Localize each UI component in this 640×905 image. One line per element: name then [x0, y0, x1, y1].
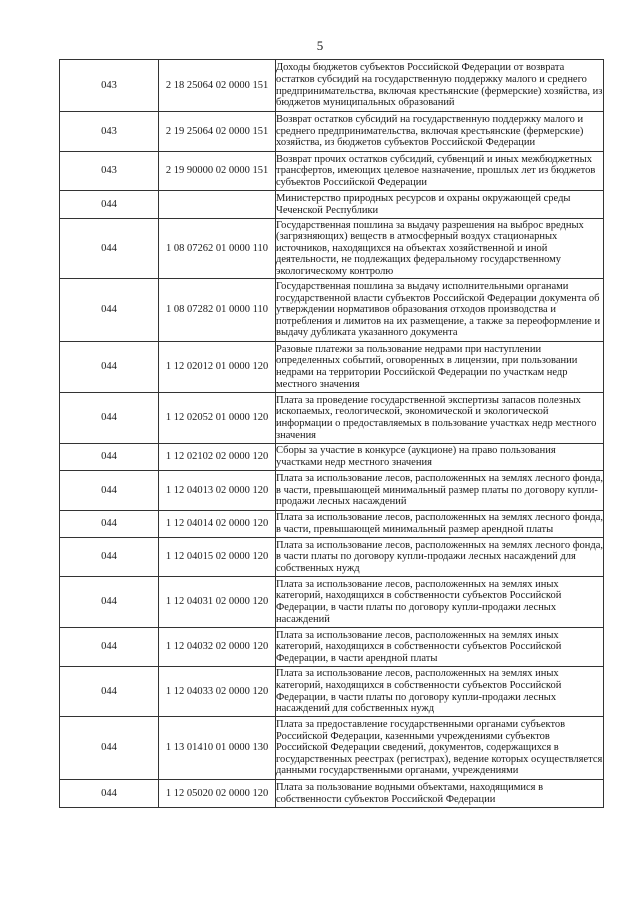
admin-code-cell: 044: [60, 667, 159, 717]
table-row: [60, 628, 604, 667]
table-row: [60, 538, 604, 577]
table-row: [60, 60, 604, 112]
budget-code-cell: 1 12 02052 01 0000 120: [159, 393, 276, 444]
admin-code-cell: 044: [60, 342, 159, 393]
admin-code-cell: 044: [60, 780, 159, 808]
budget-code-cell: 1 12 04033 02 0000 120: [159, 667, 276, 717]
admin-code-cell: 044: [60, 628, 159, 667]
table-row: [60, 393, 604, 444]
description-cell: Министерство природных ресурсов и охраны окружающей среды Чеченской Республики: [276, 191, 604, 219]
budget-code-cell: 1 12 04013 02 0000 120: [159, 471, 276, 511]
table-row: [60, 667, 604, 717]
admin-code-cell: 043: [60, 112, 159, 152]
table-row: [60, 471, 604, 511]
admin-code-cell: 044: [60, 577, 159, 628]
table-row: [60, 444, 604, 471]
budget-code-cell: 1 08 07262 01 0000 110: [159, 219, 276, 279]
admin-code-cell: 044: [60, 471, 159, 511]
admin-code-cell: 044: [60, 538, 159, 577]
table-row: [60, 780, 604, 808]
description-cell: Плата за использование лесов, расположенных на землях лесного фонда, в части платы по договору купли-продажи лесных насаждений для собственных нужд: [276, 538, 604, 577]
table-row: [60, 112, 604, 152]
table-row: [60, 191, 604, 219]
budget-code-cell: 1 12 02102 02 0000 120: [159, 444, 276, 471]
table-row: [60, 717, 604, 780]
budget-code-cell: 1 13 01410 01 0000 130: [159, 717, 276, 780]
table-row: [60, 577, 604, 628]
description-cell: Плата за проведение государственной экспертизы запасов полезных ископаемых, геологической, экономической и экологической информации о предоставляемых в пользование участках недр местного значения: [276, 393, 604, 444]
description-cell: Возврат прочих остатков субсидий, субвенций и иных межбюджетных трансфертов, имеющих целевое назначение, прошлых лет из бюджетов субъектов Российской Федерации: [276, 152, 604, 191]
budget-code-cell: 1 12 04031 02 0000 120: [159, 577, 276, 628]
page-number: 5: [316, 38, 324, 53]
description-cell: Доходы бюджетов субъектов Российской Федерации от возврата остатков субсидий на государственную поддержку малого и среднего предпринимательства, включая крестьянские (фермерские) хозяйства, из бюджетов муниципальных образований: [276, 60, 604, 112]
admin-code-cell: 044: [60, 444, 159, 471]
admin-code-cell: 044: [60, 717, 159, 780]
description-cell: Сборы за участие в конкурсе (аукционе) на право пользования участками недр местного значения: [276, 444, 604, 471]
budget-code-cell: 1 12 05020 02 0000 120: [159, 780, 276, 808]
description-cell: Государственная пошлина за выдачу разрешения на выброс вредных (загрязняющих) веществ в атмосферный воздух стационарных источников, находящихся на объектах хозяйственной и иной деятельности, не подлежащих федеральному государственному экологическому контролю: [276, 219, 604, 279]
description-cell: Государственная пошлина за выдачу исполнительными органами государственной власти субъектов Российской Федерации документа об утверждении нормативов образования отходов производства и потребления и лимитов на их размещение, а также за переоформление и выдачу дубликата указанного документа: [276, 279, 604, 342]
budget-code-cell: 2 18 25064 02 0000 151: [159, 60, 276, 112]
admin-code-cell: 044: [60, 393, 159, 444]
table-row: [60, 511, 604, 538]
table-row: [60, 219, 604, 279]
budget-code-cell: 1 12 04015 02 0000 120: [159, 538, 276, 577]
description-cell: Плата за использование лесов, расположенных на землях лесного фонда, в части, превышающей минимальный размер платы по договору купли-продажи лесных насаждений: [276, 471, 604, 511]
description-cell: Плата за предоставление государственными органами субъектов Российской Федерации, казенными учреждениями субъектов Российской Федерации сведений, документов, содержащихся в государственных реестрах (регистрах), ведение которых осуществляется данными государственными органами, учреждениями: [276, 717, 604, 780]
admin-code-cell: 044: [60, 219, 159, 279]
description-cell: Плата за использование лесов, расположенных на землях иных категорий, находящихся в собственности субъектов Российской Федерации, в части арендной платы: [276, 628, 604, 667]
budget-code-cell: 1 08 07282 01 0000 110: [159, 279, 276, 342]
admin-code-cell: 044: [60, 191, 159, 219]
description-cell: Плата за использование лесов, расположенных на землях иных категорий, находящихся в собственности субъектов Российской Федерации, в части платы по договору купли-продажи лесных насаждений: [276, 577, 604, 628]
admin-code-cell: 043: [60, 152, 159, 191]
budget-classification-table: [59, 59, 604, 808]
table-row: [60, 279, 604, 342]
budget-code-cell: 2 19 25064 02 0000 151: [159, 112, 276, 152]
table-row: [60, 342, 604, 393]
description-cell: Плата за пользование водными объектами, находящимися в собственности субъектов Российской Федерации: [276, 780, 604, 808]
budget-code-cell: 2 19 90000 02 0000 151: [159, 152, 276, 191]
description-cell: Возврат остатков субсидий на государственную поддержку малого и среднего предпринимательства, включая крестьянские (фермерские) хозяйства, из бюджетов субъектов Российской Федерации: [276, 112, 604, 152]
description-cell: Разовые платежи за пользование недрами при наступлении определенных событий, оговоренных в лицензии, при пользовании недрами на территории Российской Федерации по участкам недр местного значения: [276, 342, 604, 393]
description-cell: Плата за использование лесов, расположенных на землях иных категорий, находящихся в собственности субъектов Российской Федерации, в части платы по договору купли-продажи лесных насаждений для собственных нужд: [276, 667, 604, 717]
budget-code-cell: 1 12 04014 02 0000 120: [159, 511, 276, 538]
admin-code-cell: 044: [60, 511, 159, 538]
description-cell: Плата за использование лесов, расположенных на землях лесного фонда, в части, превышающей минимальный размер арендной платы: [276, 511, 604, 538]
admin-code-cell: 044: [60, 279, 159, 342]
table-row: [60, 152, 604, 191]
budget-code-cell: [159, 191, 276, 219]
admin-code-cell: 043: [60, 60, 159, 112]
budget-code-cell: 1 12 04032 02 0000 120: [159, 628, 276, 667]
budget-code-cell: 1 12 02012 01 0000 120: [159, 342, 276, 393]
